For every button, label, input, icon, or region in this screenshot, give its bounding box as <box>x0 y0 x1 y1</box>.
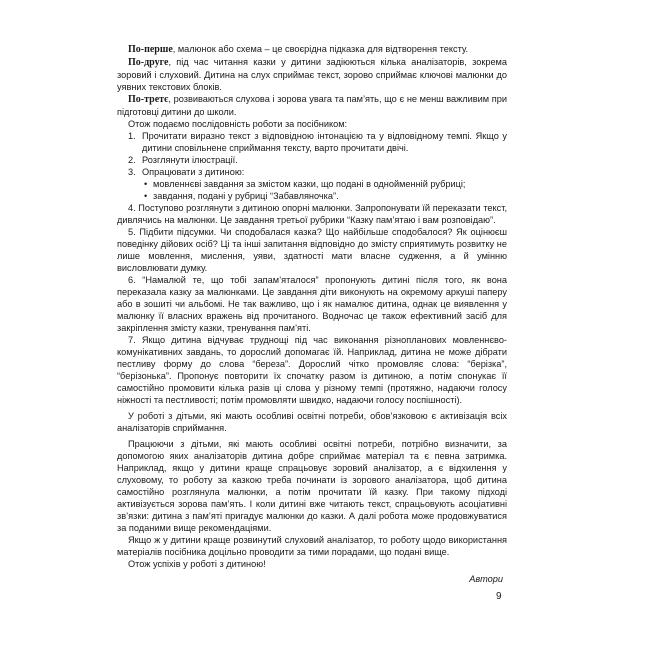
list-item-7: 7. Якщо дитина відчуває труднощі під час виконання різнопланових мовленнєво-комунікативних завдань, то дорослий допомагає їй. Наприклад, дитина не може дібрати пестливу форму до слова “береза”. Дорослий чітко промовляє слова: “берізка”, “берізонька”. Пропонує повторити їх спочатку разом із дитиною, а потім спонукає її самостійно промовити кілька разів ці слова у різному темпі (протяжно, надаючи голосу ніжності та пестливості; потім промовляти швидко, надаючи голосу поспішності). <box>117 335 507 405</box>
lead-first: По-перше <box>128 44 173 55</box>
paragraph-third-text: , розвиваються слухова і зорова увага та пам’ять, що є не менш важливим при підготовці дитини до школи. <box>117 94 507 117</box>
list-item-4: 4. Поступово розглянути з дитиною опорні малюнки. Запропонувати їй переказати текст, дивлячись на малюнки. Це завдання третьої рубрики “Казку пам’ятаю і вам розповідаю”. <box>117 203 507 225</box>
paragraph-intro-steps: Отож подаємо послідовність роботи за посібником: <box>128 119 348 129</box>
lead-third: По-третє <box>128 94 169 105</box>
list-item-text: Опрацювати з дитиною: <box>142 167 245 177</box>
list-number: 1. <box>128 131 136 141</box>
bullet-text: мовленнєві завдання за змістом казки, що подані в однойменній рубриці; <box>153 179 466 189</box>
paragraph-special-needs: У роботі з дітьми, які мають особливі освітні потреби, обов’язковою є активізація всіх аналізаторів сприймання. <box>117 411 507 433</box>
bullet-mark: • <box>144 191 148 201</box>
list-item-3 <box>117 166 507 178</box>
page-body <box>117 43 507 585</box>
lead-second: По-друге <box>128 57 169 68</box>
list-number: 2. <box>128 155 136 165</box>
author-signature: Автори <box>469 574 503 584</box>
list-number: 3. <box>128 167 136 177</box>
list-item-text: Прочитати виразно текст з відповідною інтонацією та у відповідному темпі. Якщо у дитини сповільнене сприймання тексту, варто прочитати двічі. <box>142 131 507 153</box>
paragraph-first <box>117 43 507 56</box>
paragraph-second-text: , під час читання казки у дитини задіюються кілька аналізаторів, зокрема зоровий і слуховий. Дитина на слух сприймає текст, зорово сприймає ключові малюнки до уявних текстових блоків. <box>117 57 507 92</box>
paragraph-good-luck: Отож успіхів у роботі з дитиною! <box>128 559 266 569</box>
bullet-text: завдання, подані у рубриці “Забавляночка”. <box>153 191 339 201</box>
list-item-text: Розглянути ілюстрації. <box>142 155 238 165</box>
bullet-item-1 <box>117 178 507 190</box>
paragraph-third <box>117 93 507 118</box>
paragraph-analyzers: Працюючи з дітьми, які мають особливі освітні потреби, потрібно визначити, за допомогою яких аналізаторів дитина добре сприймає матеріал та є певна затримка. Наприклад, якщо у дитини краще спрацьовує зоровий аналізатор, а є відхилення у слуховому, то роботу за казкою треба починати із зорового аналізатора, щоб дитина самостійно розглянула малюнки, а потім прочитати їй казку. При такому підході активізується зорова пам’ять. І коли дитині вже читають текст, спрацьовують асоціативні зв’язки: дитина з пам’яті пригадує малюнки до казки. А далі робота може продовжуватися за поданими вище рекомендаціями. <box>117 439 507 533</box>
paragraph-auditory: Якщо ж у дитини краще розвинутий слуховий аналізатор, то роботу щодо використання матеріалів посібника доцільно проводити за тими порадами, що подані вище. <box>117 535 507 557</box>
paragraph-second <box>117 56 507 93</box>
bullet-mark: • <box>144 179 148 189</box>
paragraph-first-text: , малюнок або схема – це своєрідна підказка для відтворення тексту. <box>172 44 469 54</box>
list-item-6: 6. “Намалюй те, що тобі запам’яталося” пропонують дитині після того, як вона переказала казку за малюнками. Це завдання діти виконують на окремому аркуші паперу або в зошиті чи альбомі. Не так важливо, що і як намалює дитина, однак це виявлення у малюнку її власних вражень від прочитаного. Водночас це також ефективний засіб для закріплення змісту казки, тренування пам’яті. <box>117 275 507 333</box>
page-number: 9 <box>496 591 502 602</box>
list-item-2 <box>117 154 507 166</box>
bullet-item-2 <box>117 190 507 202</box>
list-item-1 <box>117 130 507 154</box>
list-item-5: 5. Підбити підсумки. Чи сподобалася казка? Що найбільше сподобалося? Як оцінюєш поведінку дійових осіб? Ці та інші запитання відповідно до змісту сприятимуть розвитку не лише мовлення, мислення, уяви, здатності мати власне судження, а й умінню висловлювати думку. <box>117 227 507 273</box>
